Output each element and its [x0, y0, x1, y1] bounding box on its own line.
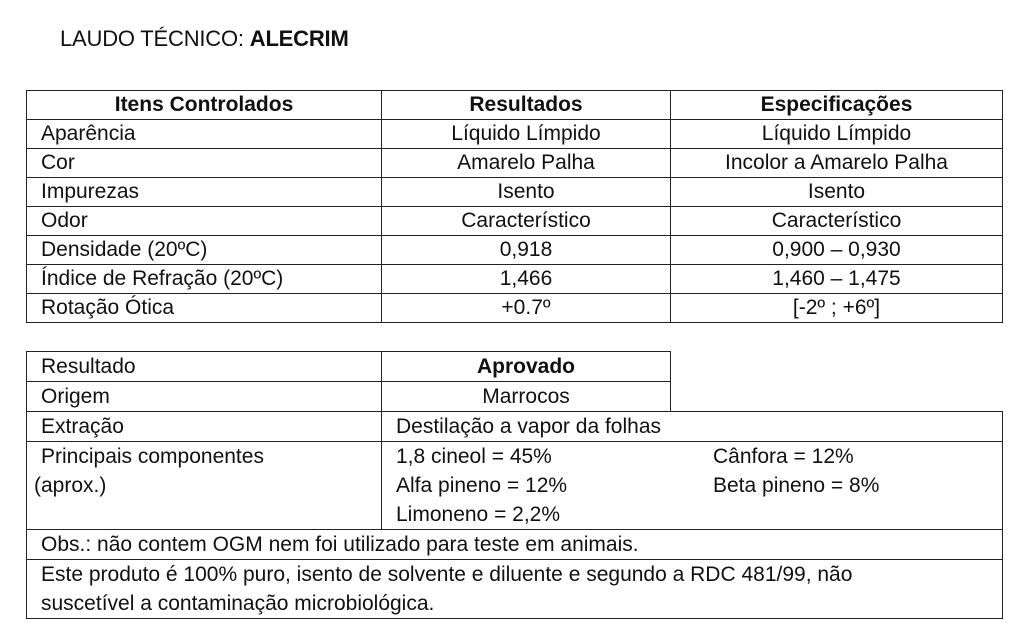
result-cell: Isento — [382, 178, 671, 207]
specifications-table — [26, 90, 1003, 323]
result-cell: Líquido Límpido — [382, 120, 671, 149]
spec-cell: Característico — [671, 207, 1003, 236]
result-cell: 1,466 — [382, 265, 671, 294]
table-row — [27, 265, 1003, 294]
spec-cell: [-2º ; +6º] — [671, 294, 1003, 323]
item-cell: Aparência — [27, 120, 382, 149]
product-name: ALECRIM — [249, 26, 349, 51]
item-cell: Índice de Refração (20ºC) — [27, 265, 382, 294]
list-item: Cânfora = 12% — [713, 445, 854, 468]
extracao-value: Destilação a vapor da folhas — [382, 412, 1003, 442]
result-cell: Amarelo Palha — [382, 149, 671, 178]
spec-cell: Líquido Límpido — [671, 120, 1003, 149]
componentes-label-approx: (aprox.) — [34, 474, 107, 497]
item-cell: Cor — [27, 149, 382, 178]
note-row — [27, 560, 1003, 619]
resultado-row — [27, 352, 1003, 382]
spec-cell: 0,900 – 0,930 — [671, 236, 1003, 265]
spec-cell: Incolor a Amarelo Palha — [671, 149, 1003, 178]
spec-cell: Isento — [671, 178, 1003, 207]
header-resultados: Resultados — [382, 91, 671, 120]
result-cell: 0,918 — [382, 236, 671, 265]
componentes-cell — [382, 442, 1003, 530]
empty-cell — [671, 352, 1003, 382]
extracao-row — [27, 412, 1003, 442]
spec-cell: 1,460 – 1,475 — [671, 265, 1003, 294]
purity-note — [27, 560, 1003, 619]
componentes-list — [396, 442, 1002, 529]
list-item: Limoneno = 2,2% — [396, 503, 561, 526]
extracao-label: Extração — [27, 412, 382, 442]
item-cell: Rotação Ótica — [27, 294, 382, 323]
result-cell: +0.7º — [382, 294, 671, 323]
item-cell: Densidade (20ºC) — [27, 236, 382, 265]
document-title — [60, 26, 349, 52]
obs-text: Obs.: não contem OGM nem foi utilizado para teste em animais. — [27, 530, 1003, 560]
resultado-value-cell — [382, 352, 671, 382]
header-especificacoes: Especificações — [671, 91, 1003, 120]
header-itens-controlados: Itens Controlados — [27, 91, 382, 120]
componentes-row — [27, 442, 1003, 530]
list-item: Alfa pineno = 12% — [396, 474, 568, 497]
table-header-row — [27, 91, 1003, 120]
summary-table — [26, 351, 1003, 619]
table-row — [27, 236, 1003, 265]
resultado-value: Aprovado — [476, 355, 575, 378]
empty-cell — [671, 382, 1003, 412]
table-row — [27, 178, 1003, 207]
table-row — [27, 294, 1003, 323]
item-cell: Impurezas — [27, 178, 382, 207]
table-row — [27, 207, 1003, 236]
resultado-label: Resultado — [27, 352, 382, 382]
componentes-label: Principais componentes — [41, 445, 264, 468]
origem-row — [27, 382, 1003, 412]
table-row — [27, 149, 1003, 178]
origem-label: Origem — [27, 382, 382, 412]
list-item: 1,8 cineol = 45% — [396, 445, 552, 468]
title-prefix: LAUDO TÉCNICO: — [60, 26, 250, 51]
result-cell: Característico — [382, 207, 671, 236]
origem-value: Marrocos — [382, 382, 671, 412]
purity-note-line2: suscetível a contaminação microbiológica. — [41, 592, 435, 615]
purity-note-line1: Este produto é 100% puro, isento de solvente e diluente e segundo a RDC 481/99, não — [41, 563, 853, 586]
list-item: Beta pineno = 8% — [713, 474, 880, 497]
table-row — [27, 120, 1003, 149]
obs-row — [27, 530, 1003, 560]
componentes-label-cell — [27, 442, 382, 530]
item-cell: Odor — [27, 207, 382, 236]
